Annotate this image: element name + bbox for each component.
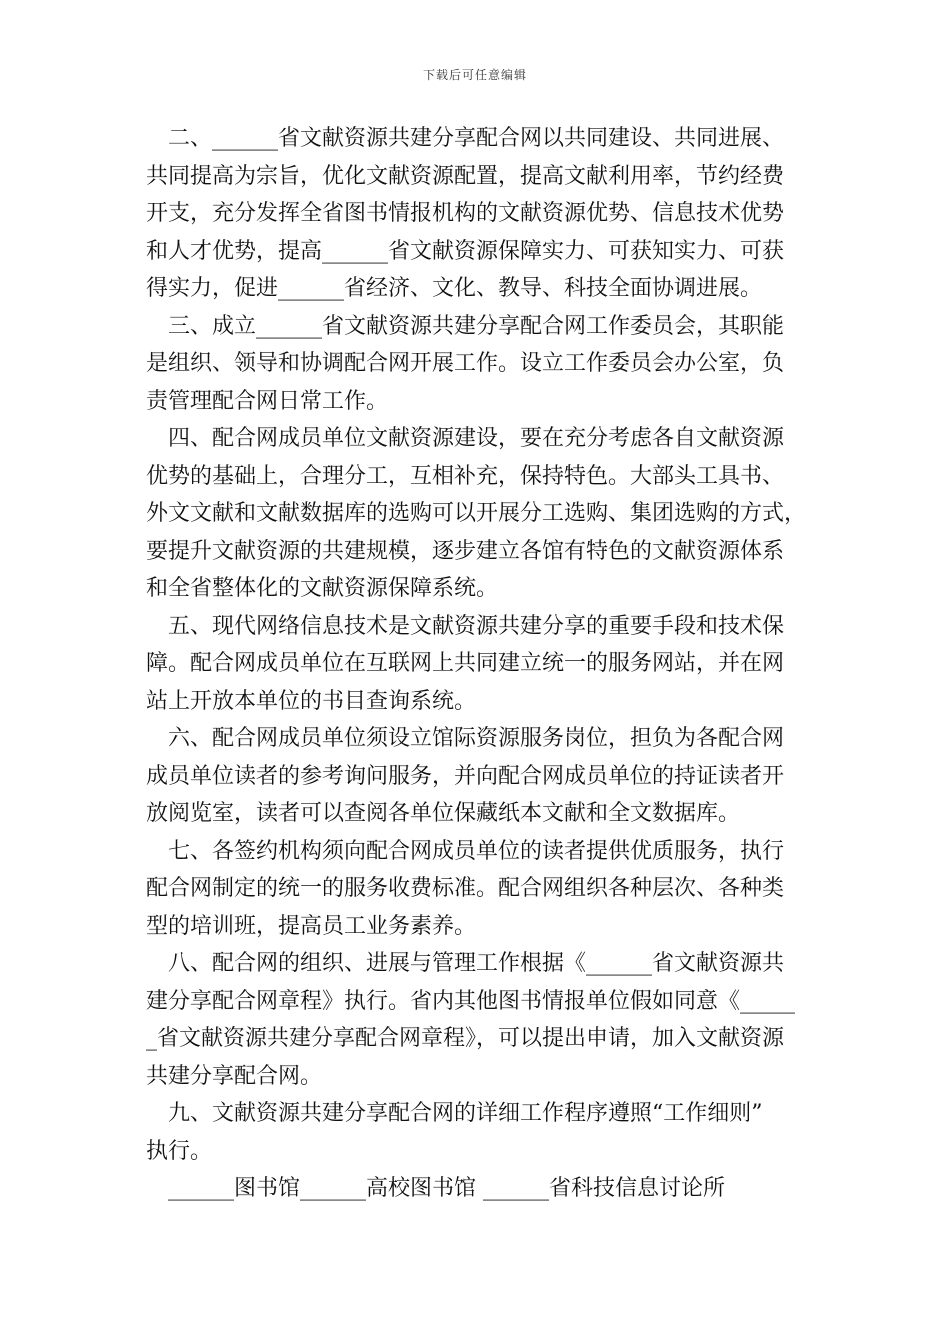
paragraph-8-line-3: _省文献资源共建分享配合网章程》，可以提出申请，加入文献资源: [146, 1026, 785, 1051]
paragraph-4-line-4: 要提升文献资源的共建规模，逐步建立各馆有特色的文献资源体系: [146, 538, 785, 564]
paragraph-6-line-3: 放阅览室，读者可以查阅各单位保藏纸本文献和全文数据库。: [146, 801, 741, 826]
paragraph-2-line-1: 二、______省文献资源共建分享配合网以共同建设、共同进展、: [168, 126, 785, 151]
document-body: [146, 120, 826, 1208]
paragraph-7-line-1: 七、各签约机构须向配合网成员单位的读者提供优质服务，执行: [168, 838, 785, 864]
paragraph-9-line-1: 九、文献资源共建分享配合网的详细工作程序遵照“工作细则”: [168, 1101, 763, 1126]
paragraph-4-line-3: 外文文献和文献数据库的选购可以开展分工选购、集团选购的方式，: [146, 501, 807, 526]
paragraph-2-line-5: 得实力，促进______省经济、文化、教导、科技全面协调进展。: [146, 276, 763, 301]
paragraph-2-line-3: 开支，充分发挥全省图书情报机构的文献资源优势、信息技术优势: [146, 201, 785, 226]
paragraph-3-line-3: 责管理配合网日常工作。: [146, 388, 389, 414]
paragraph-4-line-1: 四、配合网成员单位文献资源建设，要在充分考虑各自文献资源: [168, 426, 785, 451]
paragraph-2-line-2: 共同提高为宗旨，优化文献资源配置，提高文献利用率，节约经费: [146, 163, 785, 189]
paragraph-4-line-5: 和全省整体化的文献资源保障系统。: [146, 576, 499, 601]
paragraph-7-line-3: 型的培训班，提高员工业务素养。: [146, 913, 477, 939]
paragraph-8-line-2: 建分享配合网章程》执行。省内其他图书情报单位假如同意《_____: [146, 988, 796, 1014]
paragraph-8-line-1: 八、配合网的组织、进展与管理工作根据《______省文献资源共: [168, 951, 785, 976]
paragraph-7-line-2: 配合网制定的统一的服务收费标准。配合网组织各种层次、各种类: [146, 876, 785, 901]
paragraph-5-line-1: 五、现代网络信息技术是文献资源共建分享的重要手段和技术保: [168, 613, 785, 639]
paragraph-3-line-1: 三、成立______省文献资源共建分享配合网工作委员会，其职能: [168, 313, 785, 339]
paragraph-6-line-1: 六、配合网成员单位须设立馆际资源服务岗位，担负为各配合网: [168, 726, 785, 751]
paragraph-9-line-2: 执行。: [146, 1138, 213, 1164]
download-note: 下载后可任意编辑: [422, 68, 527, 82]
paragraph-2-line-4: 和人才优势，提高______省文献资源保障实力、可获知实力、可获: [146, 238, 785, 264]
paragraph-3-line-2: 是组织、领导和协调配合网开展工作。设立工作委员会办公室，负: [146, 351, 785, 376]
paragraph-4-line-2: 优势的基础上，合理分工，互相补充，保持特色。大部头工具书、: [146, 463, 785, 489]
signature-line: ______图书馆______高校图书馆 ______省科技信息讨论所: [168, 1176, 725, 1201]
paragraph-6-line-2: 成员单位读者的参考询问服务，并向配合网成员单位的持证读者开: [146, 763, 785, 789]
paragraph-8-line-4: 共建分享配合网。: [146, 1063, 323, 1089]
paragraph-5-line-3: 站上开放本单位的书目查询系统。: [146, 688, 477, 714]
paragraph-5-line-2: 障。配合网成员单位在互联网上共同建立统一的服务网站，并在网: [146, 651, 785, 676]
